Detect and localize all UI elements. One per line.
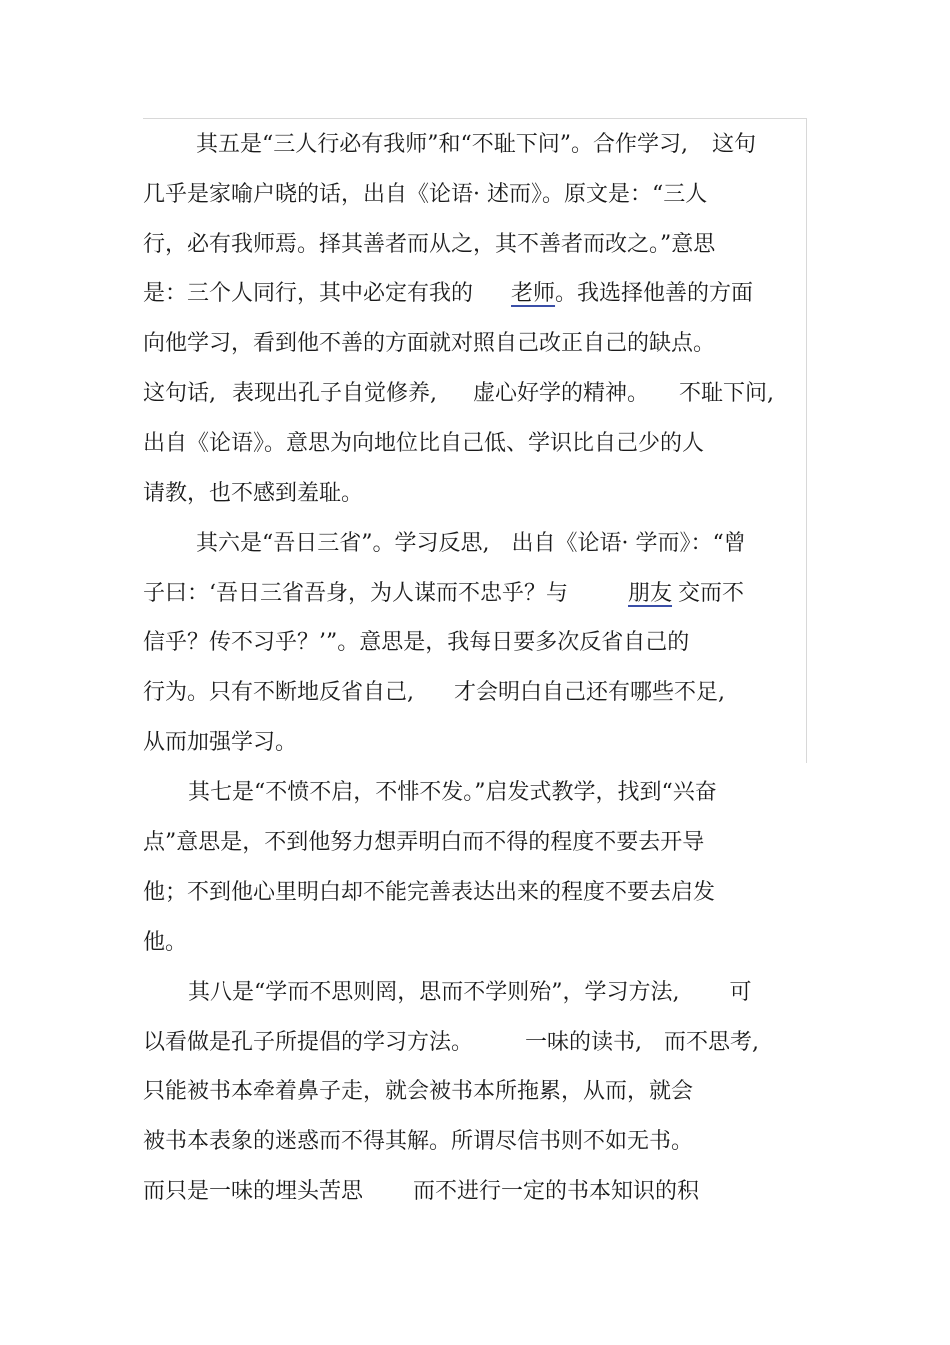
text-span: 。我选择他善的方面 [555, 281, 754, 306]
text-span: 以看做是孔子所提倡的学习方法。 [143, 1030, 474, 1055]
text-line [143, 1177, 699, 1207]
text-span: 只能被书本牵着鼻子走，就会被书本所拖累，从而，就会 [143, 1079, 694, 1104]
text-span: 从而加强学习。 [143, 730, 298, 755]
text-span: 可 [729, 980, 752, 1005]
text-span: 请教，也不感到羞耻。 [143, 481, 364, 506]
text-span: 出自《论语· 学而》：“曾 [511, 531, 746, 556]
text-line [143, 479, 363, 509]
text-span: 而只是一味的埋头苦思 [143, 1179, 364, 1204]
text-line [143, 379, 774, 409]
text-span: 点”意思是，不到他努力想弄明白而不得的程度不要去开导 [143, 830, 705, 855]
text-span: 虚心好学的精神。 [473, 381, 650, 406]
text-line [188, 978, 752, 1008]
text-line [143, 1028, 759, 1058]
text-span: 而不思考, [664, 1030, 760, 1055]
text-span: 信乎？传不习乎？’”。意思是，我每日要多次反省自己的 [143, 630, 690, 655]
text-span: 子曰：‘吾日三省吾身，为人谋而不忠乎？与 [143, 581, 568, 606]
text-span: 其七是“不愤不启，不悱不发。”启发式教学，找到“兴奋 [188, 780, 717, 805]
text-span: 不耻下问, [679, 381, 775, 406]
text-line [196, 130, 756, 160]
text-span: 行为。只有不断地反省自己, [143, 680, 414, 705]
text-line [196, 529, 746, 559]
text-span: 出自《论语》。意思为向地位比自己低、学识比自己少的人 [143, 431, 705, 456]
text-line [143, 429, 704, 459]
text-span: 一味的读书, [525, 1030, 643, 1055]
text-span: 交而不 [678, 581, 745, 606]
text-span: 这句 [711, 132, 756, 157]
text-span: 行，必有我师焉。择其善者而从之，其不善者而改之。”意思 [143, 232, 716, 257]
text-line [188, 778, 717, 808]
text-line [143, 728, 297, 758]
teacher-link[interactable]: 老师 [511, 281, 556, 306]
friend-link[interactable]: 朋友 [628, 581, 673, 606]
text-line [143, 928, 187, 958]
text-span: 是：三个人同行，其中必定有我的 [143, 281, 474, 306]
text-span: 才会明白自己还有哪些不足, [454, 680, 725, 705]
text-span: 他。 [143, 930, 188, 955]
text-line [143, 329, 715, 359]
text-span: 其六是“吾日三省”。学习反思, [196, 531, 490, 556]
text-line [143, 878, 715, 908]
text-line [143, 1077, 693, 1107]
text-line [143, 678, 725, 708]
text-line [143, 180, 707, 210]
text-span: 表现出孔子自觉修养, [232, 381, 437, 406]
text-span: 他；不到他心里明白却不能完善表达出来的程度不要去启发 [143, 880, 716, 905]
text-span: 被书本表象的迷惑而不得其解。所谓尽信书则不如无书。 [143, 1129, 694, 1154]
text-span: 其五是“三人行必有我师”和“不耻下问”。合作学习, [196, 132, 688, 157]
text-line [143, 279, 753, 309]
text-line [143, 828, 704, 858]
text-line [143, 579, 744, 609]
text-span: 向他学习，看到他不善的方面就对照自己改正自己的缺点。 [143, 331, 716, 356]
text-line [143, 1127, 693, 1157]
text-line [143, 230, 715, 260]
text-span: 而不进行一定的书本知识的积 [413, 1179, 700, 1204]
text-span: 几乎是家喻户晓的话，出自《论语· 述而》。原文是：“三人 [143, 182, 708, 207]
text-line [143, 628, 689, 658]
text-span: 这句话, [143, 381, 216, 406]
text-span: 其八是“学而不思则罔，思而不学则殆”，学习方法, [188, 980, 680, 1005]
